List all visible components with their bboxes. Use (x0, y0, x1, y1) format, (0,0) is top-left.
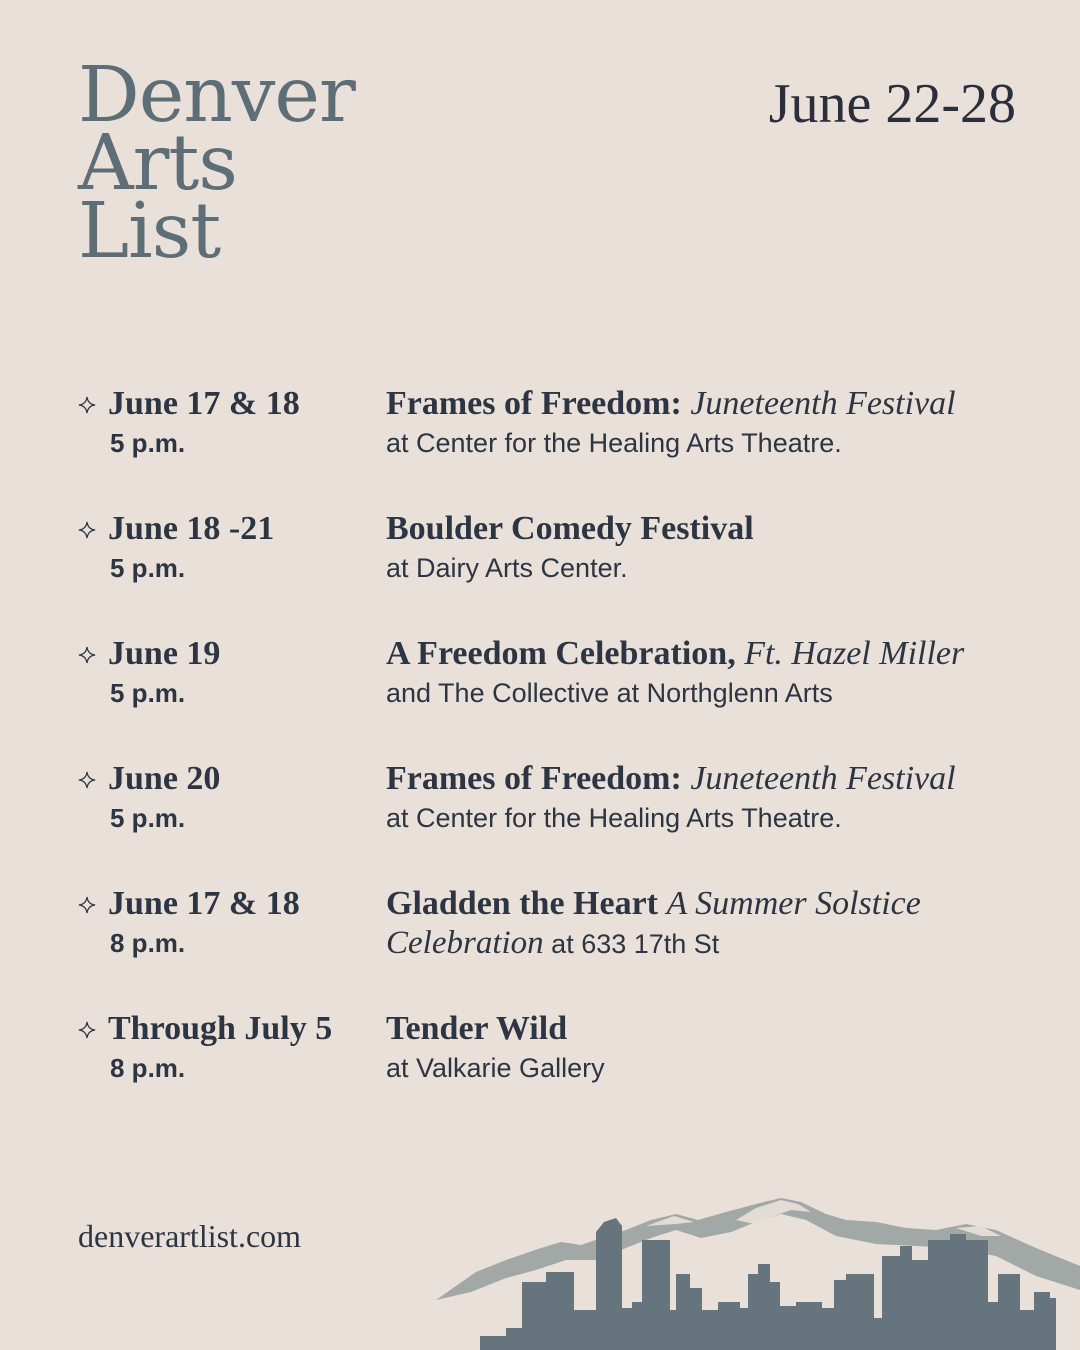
event-location-line (386, 924, 1026, 963)
four-point-star-icon (78, 771, 96, 789)
website-url: denverartlist.com (78, 1218, 302, 1254)
event-date: Through July 5 (108, 1010, 333, 1047)
event-subtitle: Ft. Hazel Miller (744, 635, 965, 672)
event-name: A Freedom Celebration, (386, 635, 736, 672)
event-info (386, 634, 1026, 712)
page-title (78, 51, 438, 276)
date-range: June 22-28 (768, 73, 1016, 135)
event-location-line (386, 674, 1026, 712)
event-info (386, 884, 1026, 963)
event-location-line (386, 799, 1026, 837)
event-location: at Valkarie Gallery (386, 1053, 605, 1083)
event-item (78, 384, 1028, 509)
event-list (78, 384, 1028, 1134)
event-subtitle: Juneteenth Festival (690, 760, 956, 797)
four-point-star-icon (78, 646, 96, 664)
event-time: 8 p.m. (110, 928, 186, 958)
event-info (386, 759, 1026, 837)
event-item (78, 509, 1028, 634)
event-location-line (386, 424, 1026, 462)
four-point-star-icon (78, 396, 96, 414)
event-info (386, 509, 1026, 587)
event-location: at Center for the Healing Arts Theatre. (386, 428, 842, 458)
event-name: Frames of Freedom: (386, 385, 682, 422)
event-title-line (386, 384, 1026, 424)
event-time: 5 p.m. (110, 803, 186, 833)
event-title-line (386, 759, 1026, 799)
event-name: Boulder Comedy Festival (386, 510, 754, 547)
event-location-italic: Celebration (386, 925, 544, 961)
event-location-line (386, 1049, 1026, 1087)
event-location-line (386, 549, 1026, 587)
event-item (78, 884, 1028, 1009)
event-subtitle: A Summer Solstice (666, 885, 921, 922)
title-line-3: List (78, 187, 221, 276)
event-subtitle: Juneteenth Festival (690, 385, 956, 422)
event-info (386, 384, 1026, 462)
event-date: June 19 (108, 635, 221, 672)
title-line-2: Arts (78, 119, 237, 208)
event-location: at Center for the Healing Arts Theatre. (386, 803, 842, 833)
event-title-line (386, 884, 1026, 924)
event-item (78, 1009, 1028, 1134)
event-time: 5 p.m. (110, 428, 186, 458)
event-title-line (386, 634, 1026, 674)
event-date: June 17 & 18 (108, 385, 300, 422)
four-point-star-icon (78, 896, 96, 914)
event-item (78, 759, 1028, 884)
event-date: June 17 & 18 (108, 885, 300, 922)
event-location: at Dairy Arts Center. (386, 553, 628, 583)
event-time: 8 p.m. (110, 1053, 186, 1083)
denver-skyline-icon (436, 1190, 1080, 1350)
event-time: 5 p.m. (110, 678, 186, 708)
event-title-line (386, 509, 1026, 549)
event-date: June 20 (108, 760, 221, 797)
event-location: and The Collective at Northglenn Arts (386, 678, 833, 708)
event-location: at 633 17th St (551, 929, 720, 959)
event-item (78, 634, 1028, 759)
four-point-star-icon (78, 521, 96, 539)
event-title-line (386, 1009, 1026, 1049)
event-name: Gladden the Heart (386, 885, 658, 922)
title-line-1: Denver (78, 51, 355, 140)
event-name: Tender Wild (386, 1010, 568, 1047)
event-time: 5 p.m. (110, 553, 186, 583)
event-name: Frames of Freedom: (386, 760, 682, 797)
four-point-star-icon (78, 1021, 96, 1039)
event-info (386, 1009, 1026, 1087)
event-date: June 18 -21 (108, 510, 275, 547)
